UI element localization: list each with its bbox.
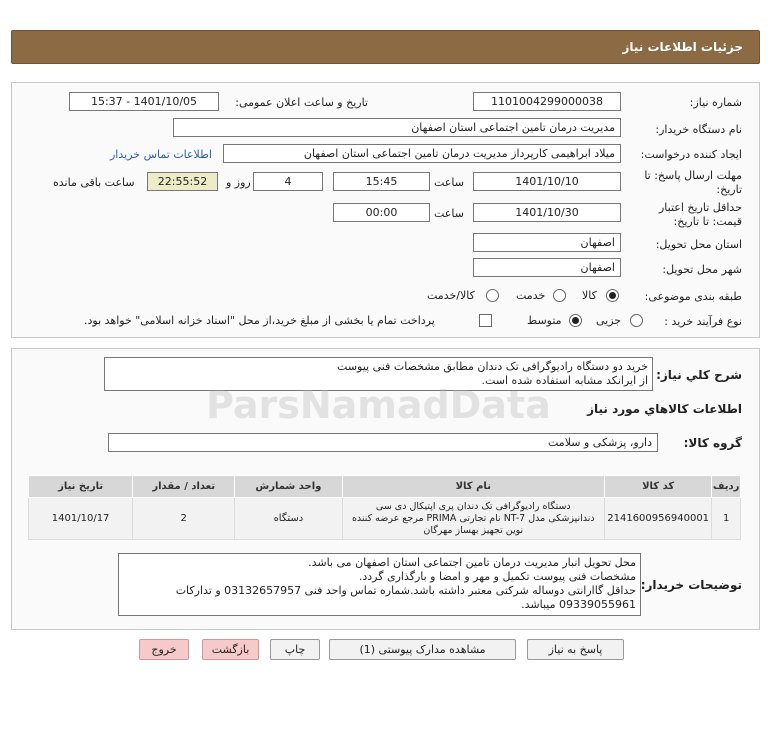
notes-line-4: 09339055961 میباشد. bbox=[521, 598, 636, 611]
buyer-contact-link[interactable]: اطلاعات تماس خریدار bbox=[110, 148, 212, 161]
cell-code: 2141600956940001 bbox=[605, 498, 712, 540]
days-field: 4 bbox=[253, 172, 323, 191]
creator-label: ایجاد کننده درخواست: bbox=[640, 148, 742, 161]
cell-unit: دستگاه bbox=[235, 498, 342, 540]
goods-group-field: دارو، پزشکی و سلامت bbox=[108, 433, 658, 452]
deadline-date-field: 1401/10/10 bbox=[473, 172, 621, 191]
goods-group-label: گروه کالا: bbox=[683, 436, 742, 450]
process-radio-minor[interactable] bbox=[630, 314, 643, 327]
back-button[interactable]: بازگشت bbox=[202, 639, 259, 660]
process-radio-medium[interactable] bbox=[569, 314, 582, 327]
category-radio-goods-service[interactable] bbox=[486, 289, 499, 302]
cell-name-line-1: دستگاه رادیوگرافی تک دندان پری اپتیکال دی سی bbox=[375, 500, 571, 512]
col-row: ردیف bbox=[712, 476, 741, 498]
remaining-label: ساعت باقی مانده bbox=[53, 176, 135, 189]
cell-qty: 2 bbox=[133, 498, 235, 540]
col-name: نام کالا bbox=[342, 476, 604, 498]
buyer-org-label: نام دستگاه خریدار: bbox=[655, 123, 742, 136]
announce-field: 1401/10/05 - 15:37 bbox=[69, 92, 219, 111]
exit-button[interactable]: خروج bbox=[139, 639, 189, 660]
province-field: اصفهان bbox=[473, 233, 621, 252]
notes-line-2: مشخصات فنی پیوست تکمیل و مهر و امضا و بارگذاری گردد. bbox=[358, 570, 636, 583]
validity-time-label: ساعت bbox=[434, 207, 464, 220]
province-label: استان محل تحویل: bbox=[655, 238, 742, 251]
attachments-button[interactable]: مشاهده مدارک پیوستی (1) bbox=[329, 639, 516, 660]
page-title: جزئیات اطلاعات نیاز bbox=[622, 40, 743, 54]
summary-text bbox=[104, 357, 653, 391]
notes-line-3: حداقل گاارانتی دوساله شرکتی معتبر داشته باشد.شماره تماس واحد فنی 03132657957 و تدارکات bbox=[175, 584, 636, 597]
page-header bbox=[11, 30, 760, 64]
cell-name-line-3: نوین تجهیز بهساز مهرگان bbox=[423, 524, 524, 536]
city-field: اصفهان bbox=[473, 258, 621, 277]
deadline-label: مهلت ارسال پاسخ: تا bbox=[644, 169, 742, 182]
category-radio-service[interactable] bbox=[553, 289, 566, 302]
process-option-medium: متوسط bbox=[527, 314, 562, 327]
category-option-goods-service: کالا/خدمت bbox=[427, 289, 475, 302]
category-radio-goods[interactable] bbox=[606, 289, 619, 302]
goods-table-header bbox=[29, 476, 741, 498]
summary-line-1: خرید دو دستگاه رادیوگرافی تک دندان مطابق مشخصات فنی پیوست bbox=[337, 360, 648, 373]
city-label: شهر محل تحویل: bbox=[662, 263, 742, 276]
table-row bbox=[29, 498, 741, 540]
summary-line-2: از ایرانکد مشابه استفاده شده است. bbox=[481, 374, 648, 387]
validity-label: حداقل تاریخ اعتبار bbox=[658, 201, 742, 214]
goods-table bbox=[28, 475, 741, 540]
deadline-time-label: ساعت bbox=[434, 176, 464, 189]
validity-time-field: 00:00 bbox=[333, 203, 430, 222]
validity-label-2: قیمت: تا تاریخ: bbox=[673, 215, 742, 228]
print-button[interactable]: چاپ bbox=[270, 639, 320, 660]
reply-button[interactable]: پاسخ به نیاز bbox=[527, 639, 624, 660]
category-label: طبقه بندی موضوعی: bbox=[644, 290, 742, 303]
deadline-time-field: 15:45 bbox=[333, 172, 430, 191]
category-option-goods: کالا bbox=[582, 289, 597, 302]
announce-label: تاریخ و ساعت اعلان عمومی: bbox=[235, 96, 368, 109]
notes-line-1: محل تحویل انبار مدیریت درمان تامین اجتماعی استان اصفهان می باشد. bbox=[308, 556, 636, 569]
summary-label: شرح کلي نياز: bbox=[656, 368, 742, 382]
category-option-service: خدمت bbox=[516, 289, 546, 302]
remaining-time-field: 22:55:52 bbox=[147, 172, 218, 191]
validity-date-field: 1401/10/30 bbox=[473, 203, 621, 222]
deadline-label-2: تاریخ: bbox=[716, 183, 742, 196]
watermark-brand: ParsNamadData bbox=[206, 383, 551, 427]
col-qty: تعداد / مقدار bbox=[133, 476, 235, 498]
cell-name bbox=[342, 498, 604, 540]
cell-name-line-2: دندانپزشکی مدل NT-7 نام تجارتی PRIMA مرجع عرضه کننده bbox=[351, 512, 595, 524]
need-number-label: شماره نیاز: bbox=[689, 96, 742, 109]
cell-row: 1 bbox=[712, 498, 741, 540]
creator-field: میلاد ابراهیمی کارپرداز مدیریت درمان تامین اجتماعی استان اصفهان bbox=[223, 144, 621, 163]
treasury-payment-checkbox[interactable] bbox=[479, 314, 492, 327]
col-code: کد کالا bbox=[605, 476, 712, 498]
need-number-field: 1101004299000038 bbox=[473, 92, 621, 111]
days-label: روز و bbox=[226, 176, 251, 189]
goods-section-title: اطلاعات کالاهاي مورد نياز bbox=[587, 402, 742, 416]
cell-date: 1401/10/17 bbox=[29, 498, 133, 540]
process-label: نوع فرآیند خرید : bbox=[664, 315, 742, 328]
buyer-notes-text bbox=[118, 553, 641, 616]
buyer-notes-label: توضیحات خریدار: bbox=[640, 578, 742, 592]
treasury-payment-note: پرداخت تمام یا بخشی از مبلغ خرید،از محل "اسناد خزانه اسلامی" خواهد بود. bbox=[84, 314, 435, 327]
col-date: تاریخ نیاز bbox=[29, 476, 133, 498]
col-unit: واحد شمارش bbox=[235, 476, 342, 498]
process-option-minor: جزیی bbox=[596, 314, 622, 327]
buyer-org-field: مدیریت درمان تامین اجتماعی استان اصفهان bbox=[173, 118, 621, 137]
